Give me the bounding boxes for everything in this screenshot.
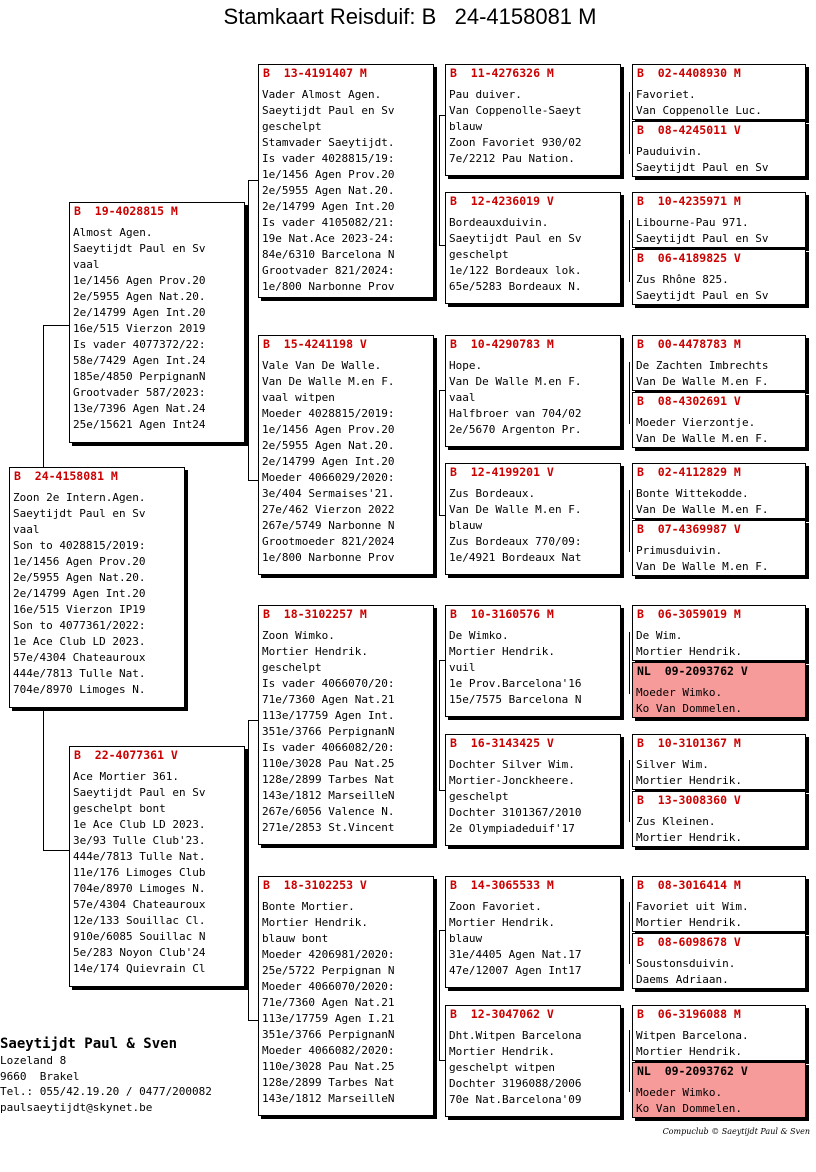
card-line: Saeytijdt Paul en Sv: [262, 104, 395, 117]
card-line: 1e/1456 Agen Prov.20: [13, 555, 146, 568]
card-line: 143e/1812 MarseilleN: [262, 789, 395, 802]
connector-line: [248, 180, 258, 181]
card-line: Mortier Hendrik.: [449, 645, 555, 658]
card-line: Mortier Hendrik.: [636, 916, 742, 929]
card-line: 58e/7429 Agen Int.24: [73, 354, 206, 367]
ring-number: B 08-3016414 M: [637, 878, 741, 892]
owner-email: paulsaeytijdt@skynet.be: [0, 1100, 153, 1114]
ring-number: B 19-4028815 M: [74, 204, 178, 218]
card-line: vaal witpen: [262, 391, 335, 404]
card-line: De Zachten Imbrechts: [636, 359, 769, 372]
connector-line: [629, 760, 630, 822]
pedigree-card-ancestor-highlighted: [632, 662, 806, 718]
card-line: geschelpt witpen: [449, 1061, 555, 1074]
card-line: Van De Walle M.en F.: [449, 503, 582, 516]
pedigree-card-ancestor-highlighted: [632, 1062, 806, 1118]
connector-line: [629, 220, 630, 282]
card-line: 1e/800 Narbonne Prov: [262, 280, 395, 293]
card-line: Mortier Hendrik.: [262, 645, 368, 658]
card-line: 110e/3028 Pau Nat.25: [262, 757, 395, 770]
pedigree-card-subject: [9, 467, 185, 708]
card-line: 2e/5955 Agen Nat.20.: [262, 439, 395, 452]
connector-line: [629, 362, 630, 424]
card-line: 71e/7360 Agen Nat.21: [262, 693, 395, 706]
ring-number: B 10-4290783 M: [450, 337, 554, 351]
card-line: Saeytijdt Paul en Sv: [73, 242, 206, 255]
card-line: 19e Nat.Ace 2023-24:: [262, 232, 395, 245]
card-line: Ace Mortier 361.: [73, 770, 179, 783]
card-line: geschelpt: [449, 248, 509, 261]
pedigree-card-great-grandparent: [445, 734, 621, 846]
connector-line: [439, 660, 440, 790]
card-line: Silver Wim.: [636, 758, 709, 771]
card-line: Is vader 4105082/21:: [262, 216, 395, 229]
card-line: 704e/8970 Limoges N.: [73, 882, 206, 895]
pedigree-card-ancestor: [632, 605, 806, 661]
card-line: De Wimko.: [449, 629, 509, 642]
card-line: 2e/14799 Agen Int.20: [262, 200, 395, 213]
card-line: vuil: [449, 661, 476, 674]
card-line: Is vader 4066070/20:: [262, 677, 395, 690]
card-line: Van De Walle M.en F.: [636, 432, 769, 445]
pedigree-card-ancestor: [632, 392, 806, 448]
card-line: Primusduivin.: [636, 544, 723, 557]
card-line: 5e/283 Noyon Club'24: [73, 946, 206, 959]
card-line: Zoon Favoriet 930/02: [449, 136, 582, 149]
pedigree-card-sire: [69, 202, 245, 443]
ring-number: B 16-3143425 V: [450, 736, 554, 750]
card-line: Favoriet uit Wim.: [636, 900, 749, 913]
card-line: Ko Van Dommelen.: [636, 702, 742, 715]
card-line: Almost Agen.: [73, 226, 153, 239]
card-line: Saeytijdt Paul en Sv: [449, 232, 582, 245]
ring-number: B 15-4241198 V: [263, 337, 367, 351]
card-line: De Wim.: [636, 629, 683, 642]
card-line: 2e/5670 Argenton Pr.: [449, 423, 582, 436]
card-line: Is vader 4066082/20:: [262, 741, 395, 754]
card-line: Zus Bordeaux 770/09:: [449, 535, 582, 548]
card-line: 7e/2212 Pau Nation.: [449, 152, 575, 165]
ring-number: B 12-3047062 V: [450, 1007, 554, 1021]
pedigree-card-ancestor: [632, 463, 806, 519]
card-line: 351e/3766 PerpignanN: [262, 1028, 395, 1041]
card-line: Mortier Hendrik.: [636, 831, 742, 844]
card-line: 13e/7396 Agen Nat.24: [73, 402, 206, 415]
card-line: Mortier Hendrik.: [262, 916, 368, 929]
card-line: Moeder 4028815/2019:: [262, 407, 395, 420]
card-line: Pauduivin.: [636, 145, 703, 158]
ring-number: B 10-3101367 M: [637, 736, 741, 750]
ring-number: B 06-3196088 M: [637, 1007, 741, 1021]
card-line: 25e/5722 Perpignan N: [262, 964, 395, 977]
card-line: Hope.: [449, 359, 483, 372]
pedigree-card-ancestor: [632, 933, 806, 989]
card-line: Saeytijdt Paul en Sv: [636, 232, 769, 245]
card-line: Bonte Mortier.: [262, 900, 355, 913]
card-line: 444e/7813 Tulle Nat.: [13, 667, 146, 680]
card-line: 3e/404 Sermaises'21.: [262, 487, 395, 500]
card-line: 70e Nat.Barcelona'09: [449, 1093, 582, 1106]
ring-number: B 13-4191407 M: [263, 66, 367, 80]
card-line: 2e/14799 Agen Int.20: [73, 306, 206, 319]
card-line: Saeytijdt Paul en Sv: [636, 289, 769, 302]
ring-number: B 22-4077361 V: [74, 748, 178, 762]
card-line: vaal: [449, 391, 476, 404]
ring-number: B 12-4236019 V: [450, 194, 554, 208]
card-line: Zoon 2e Intern.Agen.: [13, 491, 146, 504]
card-line: 16e/515 Vierzon IP19: [13, 603, 146, 616]
card-line: 14e/174 Quievrain Cl: [73, 962, 206, 975]
ring-number: B 02-4408930 M: [637, 66, 741, 80]
card-line: 185e/4850 PerpignanN: [73, 370, 206, 383]
card-line: Zoon Wimko.: [262, 629, 335, 642]
connector-line: [439, 390, 440, 515]
ring-number: B 08-4302691 V: [637, 394, 741, 408]
card-line: 1e/1456 Agen Prov.20: [262, 168, 395, 181]
card-line: 1e/4921 Bordeaux Nat: [449, 551, 582, 564]
connector-line: [629, 490, 630, 552]
card-line: 704e/8970 Limoges N.: [13, 683, 146, 696]
ring-number: B 12-4199201 V: [450, 465, 554, 479]
connector-line: [439, 930, 440, 1060]
ring-number: B 06-4189825 V: [637, 251, 741, 265]
pedigree-card-great-grandparent: [445, 463, 621, 575]
connector-line: [629, 1030, 630, 1092]
card-line: 71e/7360 Agen Nat.21: [262, 996, 395, 1009]
ring-number: B 08-6098678 V: [637, 935, 741, 949]
connector-line: [629, 92, 630, 154]
card-line: Van De Walle M.en F.: [449, 375, 582, 388]
pedigree-card-great-grandparent: [445, 1005, 621, 1117]
card-line: 25e/15621 Agen Int24: [73, 418, 206, 431]
card-line: 1e Ace Club LD 2023.: [73, 818, 206, 831]
page-title: Stamkaart Reisduif: B 24-4158081 M: [223, 4, 597, 29]
pedigree-card-grandparent: [258, 876, 434, 1116]
card-line: blauw bont: [262, 932, 329, 945]
card-line: Dochter Silver Wim.: [449, 758, 575, 771]
card-line: blauw: [449, 932, 483, 945]
card-line: Moeder Wimko.: [636, 686, 723, 699]
card-line: Zoon Favoriet.: [449, 900, 542, 913]
card-line: Soustonsduivin.: [636, 957, 736, 970]
pedigree-card-grandparent: [258, 64, 434, 298]
card-line: Van De Walle M.en F.: [636, 375, 769, 388]
card-line: 351e/3766 PerpignanN: [262, 725, 395, 738]
card-line: Is vader 4077372/22:: [73, 338, 206, 351]
connector-line: [248, 480, 258, 481]
ring-number: B 18-3102253 V: [263, 878, 367, 892]
card-line: Mortier Hendrik.: [449, 1045, 555, 1058]
card-line: 31e/4405 Agen Nat.17: [449, 948, 582, 961]
ring-number: B 24-4158081 M: [14, 469, 118, 483]
card-line: Favoriet.: [636, 88, 696, 101]
owner-address-line: 9660 Brakel: [0, 1069, 80, 1083]
ring-number: B 07-4369987 V: [637, 522, 741, 536]
card-line: Moeder Wimko.: [636, 1086, 723, 1099]
connector-line: [629, 632, 630, 694]
connector-line: [43, 325, 71, 326]
ring-number: B 08-4245011 V: [637, 123, 741, 137]
card-line: Grootvader 587/2023:: [73, 386, 206, 399]
card-line: Moeder 4206981/2020:: [262, 948, 395, 961]
card-line: Saeytijdt Paul en Sv: [636, 161, 769, 174]
card-line: Van De Walle M.en F.: [636, 503, 769, 516]
card-line: 2e/5955 Agen Nat.20.: [13, 571, 146, 584]
card-line: Van Coppenolle-Saeyt: [449, 104, 582, 117]
card-line: Daems Adriaan.: [636, 973, 729, 986]
pedigree-card-ancestor: [632, 335, 806, 391]
card-line: 271e/2853 St.Vincent: [262, 821, 395, 834]
card-line: 2e Olympiadeduif'17: [449, 822, 575, 835]
card-line: Mortier Hendrik.: [636, 1045, 742, 1058]
ring-number: B 00-4478783 M: [637, 337, 741, 351]
card-line: 1e/1456 Agen Prov.20: [262, 423, 395, 436]
pedigree-card-ancestor: [632, 1005, 806, 1061]
card-line: Grootmoeder 821/2024: [262, 535, 395, 548]
card-line: 267e/5749 Narbonne N: [262, 519, 395, 532]
ring-number: B 11-4276326 M: [450, 66, 554, 80]
card-line: 11e/176 Limoges Club: [73, 866, 206, 879]
card-line: Dochter 3196088/2006: [449, 1077, 582, 1090]
card-line: Witpen Barcelona.: [636, 1029, 749, 1042]
pedigree-card-ancestor: [632, 791, 806, 847]
card-line: Van De Walle M.en F.: [262, 375, 395, 388]
pedigree-card-ancestor: [632, 64, 806, 120]
owner-info: [0, 1035, 260, 1115]
card-line: 2e/5955 Agen Nat.20.: [262, 184, 395, 197]
connector-line: [629, 902, 630, 964]
connector-line: [248, 720, 249, 1020]
card-line: geschelpt: [262, 661, 322, 674]
ring-number: B 10-4235971 M: [637, 194, 741, 208]
pedigree-card-dam: [69, 746, 245, 987]
card-line: 444e/7813 Tulle Nat.: [73, 850, 206, 863]
card-line: Bonte Wittekodde.: [636, 487, 749, 500]
connector-line: [248, 1020, 258, 1021]
card-line: Van De Walle M.en F.: [636, 560, 769, 573]
pedigree-card-great-grandparent: [445, 335, 621, 447]
card-line: Zus Kleinen.: [636, 815, 716, 828]
card-line: Mortier Hendrik.: [636, 645, 742, 658]
card-line: geschelpt: [449, 790, 509, 803]
card-line: Son to 4077361/2022:: [13, 619, 146, 632]
card-line: vaal: [13, 523, 40, 536]
card-line: blauw: [449, 519, 483, 532]
card-line: 3e/93 Tulle Club'23.: [73, 834, 206, 847]
card-line: Grootvader 821/2024:: [262, 264, 395, 277]
owner-address-line: Lozeland 8: [0, 1054, 67, 1067]
owner-name: Saeytijdt Paul & Sven: [0, 1036, 178, 1052]
ring-number: NL 09-2093762 V: [637, 664, 748, 678]
ring-number: B 10-3160576 M: [450, 607, 554, 621]
card-line: 65e/5283 Bordeaux N.: [449, 280, 582, 293]
card-line: Moeder 4066029/2020:: [262, 471, 395, 484]
card-line: Saeytijdt Paul en Sv: [73, 786, 206, 799]
card-line: 910e/6085 Souillac N: [73, 930, 206, 943]
pedigree-card-great-grandparent: [445, 192, 621, 304]
card-line: 57e/4304 Chateauroux: [13, 651, 146, 664]
footer-credit: Compuclub © Saeytijdt Paul & Sven: [662, 1127, 810, 1136]
pedigree-card-great-grandparent: [445, 876, 621, 988]
owner-phone: Tel.: 055/42.19.20 / 0477/200082: [0, 1085, 212, 1098]
card-line: Mortier-Jonckheere.: [449, 774, 575, 787]
card-line: Son to 4028815/2019:: [13, 539, 146, 552]
card-line: Vale Van De Walle.: [262, 359, 382, 372]
card-line: 1e/800 Narbonne Prov: [262, 551, 395, 564]
card-line: Mortier Hendrik.: [636, 774, 742, 787]
card-line: 27e/462 Vierzon 2022: [262, 503, 395, 516]
ring-number: B 13-3008360 V: [637, 793, 741, 807]
card-line: Saeytijdt Paul en Sv: [13, 507, 146, 520]
card-line: 128e/2899 Tarbes Nat: [262, 773, 395, 786]
card-line: 57e/4304 Chateauroux: [73, 898, 206, 911]
pedigree-card-ancestor: [632, 734, 806, 790]
pedigree-card-great-grandparent: [445, 605, 621, 717]
card-line: Mortier Hendrik.: [449, 916, 555, 929]
card-line: 1e/122 Bordeaux lok.: [449, 264, 582, 277]
card-line: Stamvader Saeytijdt.: [262, 136, 395, 149]
pedigree-card-ancestor: [632, 876, 806, 932]
pedigree-card-ancestor: [632, 249, 806, 305]
card-line: Moeder 4066070/2020:: [262, 980, 395, 993]
card-line: Van Coppenolle Luc.: [636, 104, 762, 117]
card-line: Zus Bordeaux.: [449, 487, 536, 500]
card-line: 2e/14799 Agen Int.20: [13, 587, 146, 600]
card-line: 2e/14799 Agen Int.20: [262, 455, 395, 468]
card-line: Bordeauxduivin.: [449, 216, 549, 229]
card-line: 113e/17759 Agen I.21: [262, 1012, 395, 1025]
card-line: Dochter 3101367/2010: [449, 806, 582, 819]
card-line: 16e/515 Vierzon 2019: [73, 322, 206, 335]
card-line: 110e/3028 Pau Nat.25: [262, 1060, 395, 1073]
card-line: 128e/2899 Tarbes Nat: [262, 1076, 395, 1089]
pedigree-card-great-grandparent: [445, 64, 621, 176]
card-line: Moeder 4066082/2020:: [262, 1044, 395, 1057]
card-line: 47e/12007 Agen Int17: [449, 964, 582, 977]
card-line: 267e/6056 Valence N.: [262, 805, 395, 818]
card-line: 1e Ace Club LD 2023.: [13, 635, 146, 648]
card-line: Is vader 4028815/19:: [262, 152, 395, 165]
card-line: 1e Prov.Barcelona'16: [449, 677, 582, 690]
pedigree-card-grandparent: [258, 335, 434, 575]
card-line: 84e/6310 Barcelona N: [262, 248, 395, 261]
card-line: blauw: [449, 120, 483, 133]
ring-number: NL 09-2093762 V: [637, 1064, 748, 1078]
ring-number: B 06-3059019 M: [637, 607, 741, 621]
pedigree-card-ancestor: [632, 121, 806, 177]
card-line: 1e/1456 Agen Prov.20: [73, 274, 206, 287]
connector-line: [248, 180, 249, 480]
card-line: Zus Rhône 825.: [636, 273, 729, 286]
connector-line: [439, 115, 440, 245]
ring-number: B 18-3102257 M: [263, 607, 367, 621]
card-line: 2e/5955 Agen Nat.20.: [73, 290, 206, 303]
connector-line: [43, 850, 71, 851]
card-line: Moeder Vierzontje.: [636, 416, 756, 429]
card-line: geschelpt: [262, 120, 322, 133]
card-line: 113e/17759 Agen Int.: [262, 709, 395, 722]
card-line: Vader Almost Agen.: [262, 88, 382, 101]
card-line: Ko Van Dommelen.: [636, 1102, 742, 1115]
card-line: vaal: [73, 258, 100, 271]
card-line: 15e/7575 Barcelona N: [449, 693, 582, 706]
card-line: geschelpt bont: [73, 802, 166, 815]
card-line: Libourne-Pau 971.: [636, 216, 749, 229]
ring-number: B 02-4112829 M: [637, 465, 741, 479]
pedigree-card-ancestor: [632, 520, 806, 576]
card-line: 143e/1812 MarseilleN: [262, 1092, 395, 1105]
card-line: 12e/133 Souillac Cl.: [73, 914, 206, 927]
card-line: Halfbroer van 704/02: [449, 407, 582, 420]
pedigree-card-grandparent: [258, 605, 434, 845]
card-line: Dht.Witpen Barcelona: [449, 1029, 582, 1042]
connector-line: [248, 720, 258, 721]
card-line: Pau duiver.: [449, 88, 522, 101]
ring-number: B 14-3065533 M: [450, 878, 554, 892]
pedigree-card-ancestor: [632, 192, 806, 248]
